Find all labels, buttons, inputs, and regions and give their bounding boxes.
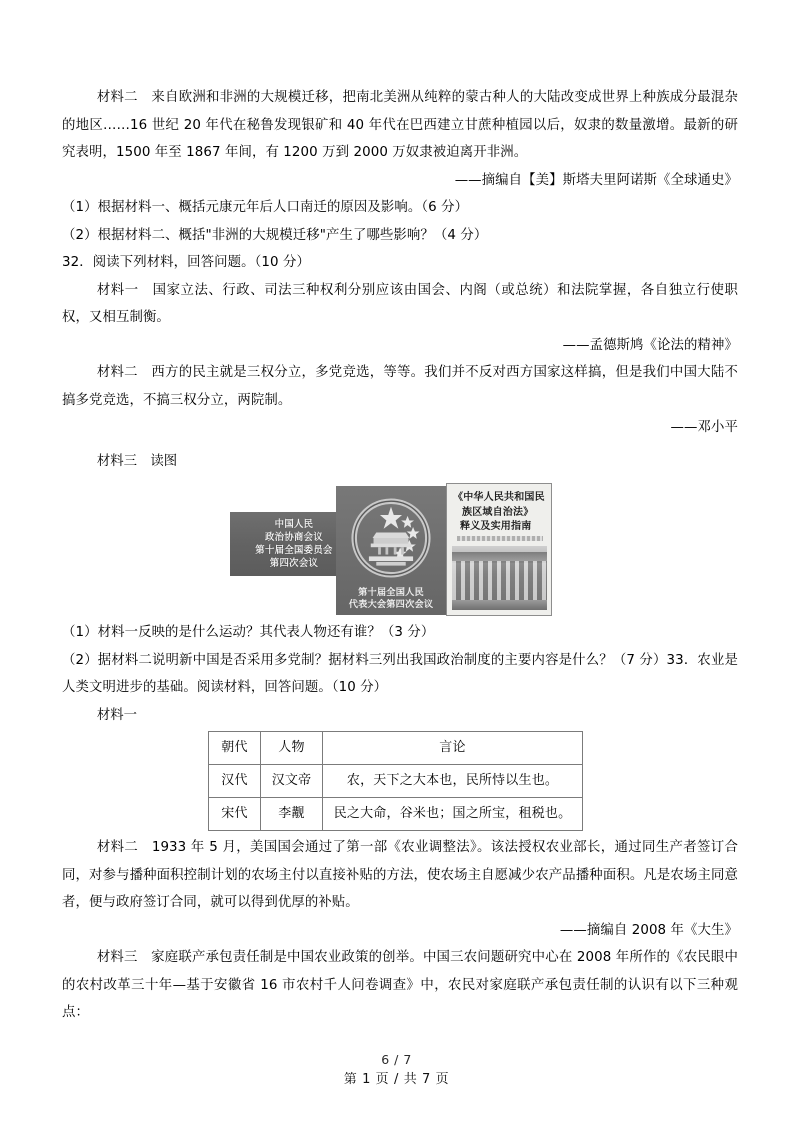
table-header-quote: 言论 [323, 732, 583, 765]
cppcc-banner-caption [255, 518, 332, 570]
paragraph-material2-global-history: 材料二 来自欧洲和非洲的大规模迁移，把南北美洲从纯粹的蒙古种人的大陆改变成世界上种族成分最混杂的地区……16 世纪 20 年代在秘鲁发现银矿和 40 年代在巴西建立甘蔗种植园以后，奴隶的数量激增。最新的研究表明，1500 年至 1867 年间，有 1200 万到 2000 万奴隶被迫离开非洲。 [62, 90, 738, 160]
table-header-person: 人物 [261, 732, 323, 765]
question-31-2: （2）根据材料二、概括"非洲的大规模迁移"产生了哪些影响？（4 分） [62, 227, 488, 243]
book-title-line-3: 释义及实用指南 [460, 521, 532, 532]
cppcc-line-3: 第十届全国委员会 [255, 545, 333, 556]
figure-npc-emblem-panel [336, 486, 446, 615]
source-attribution-global-history: ——摘编自【美】斯塔夫里阿诺斯《全球通史》 [454, 172, 738, 188]
building-base [452, 600, 547, 610]
label-material3-read-figure: 材料三 读图 [96, 453, 178, 469]
cell-quote: 农，天下之大本也，民所恃以生也。 [323, 765, 583, 798]
npc-caption-line-2: 代表大会第四次会议 [348, 599, 434, 610]
question-32-stem: 32．阅读下列材料，回答问题。（10 分） [62, 255, 310, 270]
cell-person: 李觏 [261, 798, 323, 831]
book-title-line-1: 《中华人民共和国民 [453, 492, 545, 503]
table-row [209, 765, 583, 798]
cell-person: 汉文帝 [261, 765, 323, 798]
source-attribution-dasheng: ——摘编自 2008 年《大生》 [559, 922, 738, 938]
footer-page-label: 第 1 页 / 共 7 页 [343, 1072, 450, 1087]
source-attribution-montesquieu: ——孟德斯鸠《论法的精神》 [562, 337, 738, 353]
cell-dynasty: 汉代 [209, 765, 261, 798]
source-attribution-deng: ——邓小平 [670, 420, 738, 435]
npc-caption-line-1: 第十届全国人民 [358, 587, 424, 598]
table-header-dynasty: 朝代 [209, 732, 261, 765]
paragraph-material2-deng: 材料二 西方的民主就是三权分立，多党竞选，等等。我们并不反对西方国家这样搞，但是我们中国大陆不搞多党竞选，不搞三权分立，两院制。 [62, 365, 738, 408]
paragraph-material1-montesquieu: 材料一 国家立法、行政、司法三种权利分别应该由国会、内阁（或总统）和法院掌握，各自独立行使职权，又相互制衡。 [62, 282, 738, 325]
table-header-row [209, 732, 583, 765]
cell-quote: 民之大命，谷米也；国之所宝，租税也。 [323, 798, 583, 831]
page-content [62, 84, 738, 1027]
cppcc-line-2: 政治协商会议 [264, 532, 324, 543]
footer-page-marker: 6 / 7 [381, 1052, 412, 1067]
national-emblem-icon [345, 492, 437, 584]
page-footer [0, 1051, 793, 1090]
book-cover-subtitle-bar [457, 536, 543, 541]
book-title-line-2: 族区域自治法》 [462, 506, 534, 518]
figure-group-political-system [62, 479, 738, 619]
cell-dynasty: 宋代 [209, 798, 261, 831]
question-31-1: （1）根据材料一、概括元康元年后人口南迁的原因及影响。（6 分） [62, 200, 469, 215]
npc-emblem-caption [336, 587, 446, 611]
question-32-2: （2）据材料二说明新中国是否采用多党制？据材料三列出我国政治制度的主要内容是什么？（7 分）33．农业是人类文明进步的基础。阅读材料，回答问题。（10 分） [62, 652, 738, 695]
paragraph-material2-agriculture: 材料二 1933 年 5 月，美国国会通过了第一部《农业调整法》。该法授权农业部长，通过同生产者签订合同，对参与播种面积控制计划的农场主付以直接补贴的方法，使农场主自愿减少农产品播种面积。凡是农场主同意者，便与政府签订合同，就可以得到优厚的补贴。 [62, 840, 738, 910]
figure-book-cover-autonomy-law [446, 483, 552, 616]
paragraph-material3-agriculture: 材料三 家庭联产承包责任制是中国农业政策的创举。中国三农问题研究中心在 2008 年所作的《农民眼中的农村改革三十年—基于安徽省 16 市农村千人问卷调查》中，农民对家庭联产承包责任制的认识有以下三种观点： [62, 950, 738, 1020]
book-cover-title [453, 491, 546, 535]
dynasty-figure-quote-table [208, 731, 583, 831]
label-material1-agriculture: 材料一 [96, 707, 137, 723]
table-container [62, 731, 738, 831]
question-32-1: （1）材料一反映的是什么运动？其代表人物还有谁？（3 分） [62, 625, 435, 640]
table-row [209, 798, 583, 831]
cppcc-line-4: 第四次会议 [269, 558, 319, 569]
book-cover-photo [452, 546, 547, 610]
cppcc-line-1: 中国人民 [274, 519, 314, 530]
